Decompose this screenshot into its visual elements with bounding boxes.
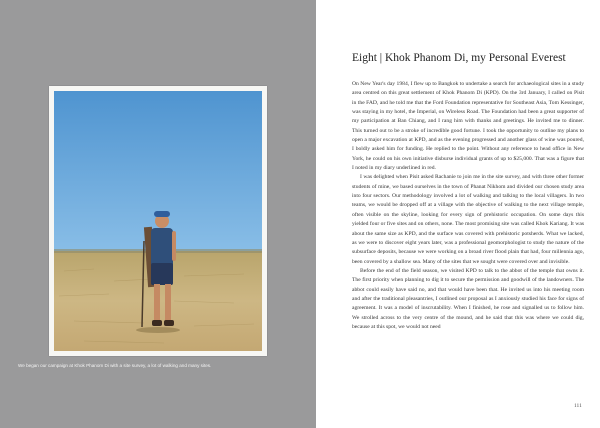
photo-frame xyxy=(49,86,267,356)
paragraph: Before the end of the field season, we visited KPD to talk to the abbot of the temple that owns it. The first priority when planning to dig it to secure the permission and goodwill of the landowners. The abbot could easily have said no, and that would have been that. He invited us into his meeting room and after the traditional pleasantries, I outlined our proposal as I anxiously studied his face for signs of agreement. It was a model of inscrutability. When I finished, he rose and signalled us to follow him. We strolled across to the very centre of the mound, and he said that this was where we could dig, because at this spot, we would not need xyxy=(352,267,584,330)
paragraph: On New Year's day 1984, I flew up to Bangkok to undertake a search for archaeological sites in a study area centred on this great settlement of Khok Phanom Di (KPD). On the 3rd January, I called on Pisit in the FAD, and he told me that the Ford Foundation representative for Southeast Asia, Tom Kessinger, was staying in my hotel, the Imperial, on Wireless Road. The Foundation had been a great supporter of my participation at Ban Chiang, and I rang him with thanks and greetings. He invited me to dinner. This turned out to be a stroke of incredible good fortune. I took the opportunity to outline my plans to open a major excavation at KPD, and as the evening progressed and another glass of wine was poured, I boldly asked him for funding. He replied to the point. Without any reference to head office in New York, he could on his own initiative disburse individual grants of up to $25,000. That was a figure that I noted in my diary underlined in red. xyxy=(352,81,584,172)
right-page xyxy=(316,0,600,428)
page-number: 111 xyxy=(574,403,582,409)
paragraph: I was delighted when Pisit asked Rachanie to join me in the site survey, and with three other former students of mine, we based ourselves in the town of Phanat Nikhom and divided our chosen study area into four sectors. Our methodology involved a lot of walking and talking to the local villagers. In two teams, we would be dropped off at a village with the objective of walking to the next village temple, often visible on the skyline, looking for every sign of prehistoric occupation. On some days this yielded four or five sites and on others, none. The most promising site was called Khok Kariang. It was about the same size as KPD, and the surface was covered with prehistoric potsherds. What we lacked, as we were to discover eight years later, was a professional geomorphologist to study the nature of the subsurface deposits, because we were working on a broad river flood plain that had, four millennia ago, been covered by a shallow sea. Many of the sites that we sought were covered over and invisible. xyxy=(352,174,584,265)
body-text xyxy=(352,80,584,332)
photo-illustration xyxy=(54,91,262,351)
chapter-title: Eight | Khok Phanom Di, my Personal Everest xyxy=(352,52,566,64)
photo-caption: We began our campaign at Khok Phanom Di with a site survey, a lot of walking and many sites. xyxy=(18,363,212,368)
field-survey-photo xyxy=(54,91,262,351)
